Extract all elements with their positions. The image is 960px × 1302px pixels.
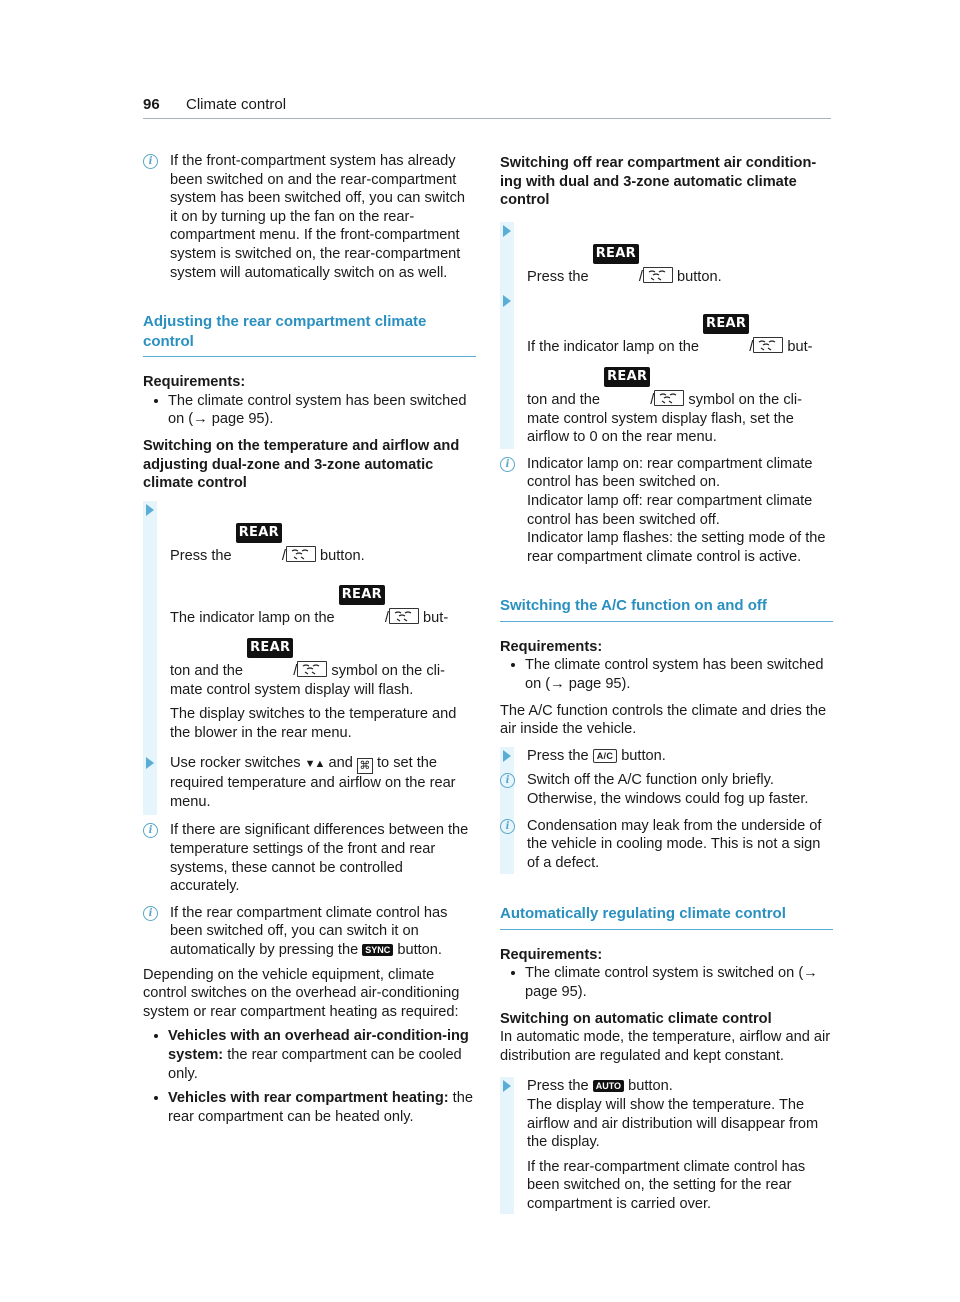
rear-key-icon: REAR xyxy=(703,314,749,334)
step-arrow-icon xyxy=(503,295,511,307)
step-arrow-icon xyxy=(146,757,154,769)
subheading-switch-on-temperature: Switching on the temperature and airflow and adjusting dual-zone and 3-zone automatic climate control xyxy=(143,437,460,492)
step-press-ac: Press the A/C button. xyxy=(500,747,833,766)
page-header xyxy=(143,94,831,119)
step-arrow-icon xyxy=(503,225,511,237)
step-rocker-switches: Use rocker switches ▼▲ and ⌘ to set the required temperature and airflow on the rear menu. xyxy=(143,754,476,815)
note-condensation: i Condensation may leak from the underside of the vehicle in cooling mode. This is not a sign of a defect. xyxy=(500,817,833,875)
subheading-auto-on: Switching on automatic climate control xyxy=(500,1010,772,1027)
step-arrow-icon xyxy=(503,750,511,762)
note-ac-briefly: i Switch off the A/C function only briefly. Otherwise, the windows could fog up faster. xyxy=(500,771,833,808)
section-heading-ac: Switching the A/C function on and off xyxy=(500,596,833,622)
rear-key-icon: REAR xyxy=(604,367,650,387)
requirement-item: The climate control system has been switched on (→ page 95). xyxy=(500,656,833,693)
info-icon: i xyxy=(500,457,515,472)
rear-key-icon: REAR xyxy=(339,585,385,605)
section-heading-rear-climate: Adjusting the rear compartment climate control xyxy=(143,312,476,357)
fan-icon xyxy=(286,546,316,562)
sync-key-icon: SYNC xyxy=(362,944,393,956)
subheading-switch-off-rear: Switching off rear compartment air condition-ing with dual and 3-zone automatic climate control xyxy=(500,155,817,209)
note-sync-button: i If the rear compartment climate control has been switched off, you can switch it on automatically by pressing the SYNC button. xyxy=(143,904,476,960)
auto-key-icon: AUTO xyxy=(593,1080,624,1092)
steps-ac xyxy=(500,747,833,875)
fan-icon xyxy=(389,608,419,624)
vehicle-rear-heating: Vehicles with rear compartment heating: the rear compartment can be heated only. xyxy=(143,1089,476,1126)
requirement-item: The climate control system is switched on (→ page 95). xyxy=(500,964,833,1001)
requirement-item: The climate control system has been switched on (→ page 95). xyxy=(143,392,476,429)
fan-icon xyxy=(643,267,673,283)
rear-key-icon: REAR xyxy=(247,638,293,658)
ac-key-icon: A/C xyxy=(593,749,617,763)
page-title: Climate control xyxy=(186,96,287,113)
fan-icon xyxy=(753,337,783,353)
note-indicator-lamp: i Indicator lamp on: rear compartment climate control has been switched on. Indicator lamp off: rear compartment climate control has been switched off. Indicator lamp flashes: the setting mode of the rear compartment climate control is active. xyxy=(500,455,833,567)
rear-key-icon: REAR xyxy=(236,523,282,543)
page-number: 96 xyxy=(143,96,160,113)
info-icon: i xyxy=(143,823,158,838)
steps-switch-off xyxy=(500,222,833,449)
section-heading-auto: Automatically regulating climate control xyxy=(500,904,833,930)
ac-description: The A/C function controls the climate and dries the air inside the vehicle. xyxy=(500,702,827,738)
step-result-indicator: The indicator lamp on the REAR/ but- ton and the REAR/ symbol on the cli- mate control system display will flash. The display switches to the temperature and the blower in the rear menu. xyxy=(170,587,457,741)
info-icon: i xyxy=(500,819,515,834)
step-indicator-flash: If the indicator lamp on the REAR/ but- ton and the REAR/ symbol on the cli- mate control system display flash, set the airflow to 0 on the rear menu. xyxy=(500,292,833,448)
rear-key-icon: REAR xyxy=(593,244,639,264)
steps-auto xyxy=(500,1077,833,1213)
auto-description: In automatic mode, the temperature, airflow and air distribution are regulated and kept constant. xyxy=(500,1029,831,1064)
note-front-compartment xyxy=(143,152,476,282)
info-icon: i xyxy=(143,154,158,169)
requirements-label: Requirements: xyxy=(143,374,246,391)
step-press-rear: Press the REAR/ button. xyxy=(143,501,476,566)
step-press-rear-off: Press the REAR/ button. xyxy=(500,222,833,287)
step-press-auto: Press the AUTO button. The display will show the temperature. The airflow and air distribution will disappear from the display. If the rear-compartment climate control has been switched on, the setting for the rear compartment is carried over. xyxy=(500,1077,833,1213)
requirements-label: Requirements: xyxy=(500,638,603,655)
info-icon: i xyxy=(143,906,158,921)
note-temperature-differences: i If there are significant differences between the temperature settings of the front and rear systems, these cannot be controlled accurately. xyxy=(143,821,476,895)
depending-text: Depending on the vehicle equipment, climate control switches on the overhead air-conditioning system or rear compartment heating as required: xyxy=(143,966,460,1020)
note-text: If the front-compartment system has already been switched on and the rear-compartment system has been switched off, you can switch it on by turning up the fan on the rear-compartment menu. If the front-compartment system is switched on, the rear-compartment system will automatically switch on as well. xyxy=(170,153,465,281)
fan-icon xyxy=(654,390,684,406)
step-arrow-icon xyxy=(503,1080,511,1092)
vehicle-overhead-ac: Vehicles with an overhead air-condition-ing system: the rear compartment can be cooled only. xyxy=(143,1027,476,1083)
steps-switch-on xyxy=(143,501,476,816)
info-icon: i xyxy=(500,773,515,788)
rocker-switch-icon: ▼▲ xyxy=(304,758,325,771)
requirements-label: Requirements: xyxy=(500,946,603,963)
fan-icon xyxy=(297,661,327,677)
left-column xyxy=(143,150,476,1126)
step-arrow-icon xyxy=(146,504,154,516)
right-column xyxy=(500,150,833,1220)
command-key-icon: ⌘ xyxy=(357,758,373,774)
